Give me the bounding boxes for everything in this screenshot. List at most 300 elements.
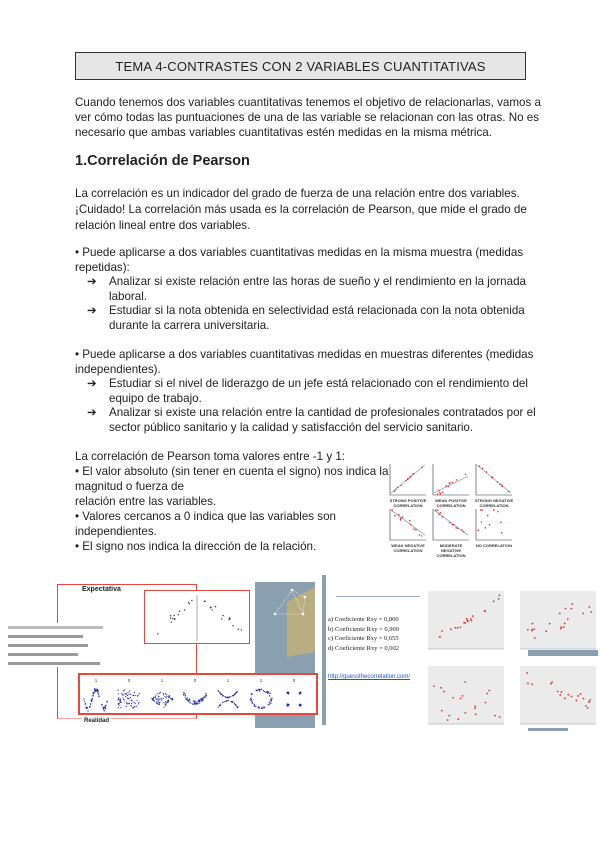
data-point bbox=[87, 710, 88, 711]
coefficient-item: a) Coeficiente Rxy = 0,800 bbox=[328, 616, 399, 623]
data-point bbox=[167, 700, 168, 701]
data-point bbox=[156, 699, 157, 700]
data-point bbox=[421, 535, 423, 537]
text-line: Analizar si existe una relación entre la cantidad de profesionales contratados por el bbox=[109, 406, 536, 419]
data-point bbox=[97, 691, 98, 692]
data-point bbox=[189, 702, 190, 703]
coefficients-figure bbox=[322, 575, 600, 735]
data-point bbox=[153, 697, 154, 698]
data-point bbox=[206, 694, 207, 695]
text-line: ver cómo todas las puntuaciones de una de las variable se relacionan con las otras. No es bbox=[75, 111, 540, 124]
data-point bbox=[391, 509, 393, 511]
data-point bbox=[222, 702, 223, 703]
data-point bbox=[157, 693, 158, 694]
data-point bbox=[212, 609, 213, 610]
expected-scatter-plots bbox=[145, 591, 249, 643]
data-point bbox=[564, 697, 566, 699]
data-point bbox=[138, 702, 139, 703]
data-point bbox=[229, 697, 230, 698]
data-point bbox=[95, 690, 96, 691]
bullet-same-sample bbox=[75, 245, 523, 275]
data-point bbox=[99, 696, 100, 697]
arrow-icon: ➔ bbox=[87, 304, 97, 317]
data-point bbox=[235, 704, 236, 705]
data-point bbox=[259, 708, 260, 709]
data-point bbox=[455, 527, 457, 529]
data-point bbox=[231, 701, 232, 702]
data-point bbox=[159, 693, 160, 694]
data-point bbox=[494, 715, 496, 717]
data-point bbox=[130, 697, 131, 698]
data-point bbox=[93, 695, 94, 696]
data-point bbox=[85, 704, 86, 705]
data-point bbox=[92, 693, 93, 694]
data-point bbox=[471, 620, 473, 622]
data-point bbox=[299, 692, 300, 693]
data-point bbox=[397, 487, 399, 489]
data-point bbox=[189, 700, 190, 701]
pearson-values-paragraph bbox=[75, 449, 388, 554]
data-point bbox=[165, 704, 166, 705]
data-point bbox=[172, 698, 173, 699]
shape-value: 0 bbox=[127, 678, 131, 683]
text-line: • El signo nos indica la dirección de la relación. bbox=[75, 540, 317, 553]
coefficient-item: c) Coeficiente Rxy = 0,655 bbox=[328, 635, 399, 642]
data-point bbox=[165, 701, 166, 702]
text-line: magnitud o fuerza de bbox=[75, 480, 184, 493]
data-point bbox=[270, 699, 271, 700]
caption: NO CORRELATION bbox=[475, 543, 513, 548]
data-point bbox=[489, 524, 491, 526]
guess-correlation-link[interactable]: http://guessthecorrelation.com/ bbox=[328, 674, 411, 680]
data-point bbox=[545, 630, 547, 632]
data-point bbox=[157, 701, 158, 702]
data-point bbox=[127, 695, 128, 696]
data-point bbox=[266, 691, 267, 692]
text-line: Estudiar si el nivel de liderazgo de un jefe está relacionado con el rendimiento del bbox=[109, 377, 528, 390]
shape-value: 1 bbox=[160, 678, 164, 683]
data-point bbox=[526, 672, 528, 674]
data-point bbox=[441, 710, 443, 712]
list-item bbox=[87, 303, 525, 333]
data-point bbox=[118, 707, 119, 708]
data-point bbox=[157, 703, 158, 704]
data-point bbox=[130, 694, 131, 695]
data-point bbox=[438, 513, 440, 515]
data-point bbox=[232, 625, 233, 626]
data-point bbox=[204, 696, 205, 697]
data-point bbox=[220, 705, 221, 706]
data-point bbox=[467, 620, 469, 622]
caption: STRONG POSITIVE CORRELATION bbox=[389, 498, 427, 508]
data-point bbox=[462, 695, 464, 697]
text-line: laboral. bbox=[109, 290, 148, 303]
data-point bbox=[551, 681, 553, 683]
data-point bbox=[269, 704, 270, 705]
data-point bbox=[136, 706, 137, 707]
caption: WEAK NEGATIVE CORRELATION bbox=[391, 543, 425, 553]
data-point bbox=[567, 694, 569, 696]
data-point bbox=[221, 618, 222, 619]
data-point bbox=[492, 477, 494, 479]
trend-line bbox=[477, 465, 511, 493]
data-point bbox=[577, 695, 579, 697]
text-line: • Puede aplicarse a dos variables cuantitativas medidas en la misma muestra (medidas bbox=[75, 246, 524, 259]
data-point bbox=[137, 695, 138, 696]
data-point bbox=[98, 694, 99, 695]
data-point bbox=[499, 483, 501, 485]
data-point bbox=[419, 534, 421, 536]
data-point bbox=[163, 693, 164, 694]
data-point bbox=[409, 476, 411, 478]
text-line: ¡Cuidado! La correlación más usada es la correlación de Pearson, que mide el grado de bbox=[75, 203, 527, 216]
data-point bbox=[166, 694, 167, 695]
data-point bbox=[183, 694, 184, 695]
data-point bbox=[232, 702, 233, 703]
data-point bbox=[135, 695, 136, 696]
data-point bbox=[259, 707, 260, 708]
data-point bbox=[570, 608, 572, 610]
data-point bbox=[269, 702, 270, 703]
data-point bbox=[106, 701, 107, 702]
data-point bbox=[452, 697, 454, 699]
data-point bbox=[184, 609, 185, 610]
data-point bbox=[439, 636, 441, 638]
text-line: La correlación de Pearson toma valores entre -1 y 1: bbox=[75, 450, 346, 463]
data-point bbox=[203, 697, 204, 698]
data-point bbox=[159, 702, 160, 703]
data-point bbox=[421, 467, 423, 469]
expectation-frame bbox=[144, 590, 250, 644]
data-point bbox=[205, 693, 206, 694]
data-point bbox=[189, 698, 190, 699]
data-point bbox=[129, 694, 130, 695]
coefficient-scatter-plots bbox=[422, 588, 600, 733]
data-point bbox=[395, 489, 397, 491]
data-point bbox=[121, 693, 122, 694]
data-point bbox=[457, 528, 459, 530]
data-point bbox=[482, 509, 484, 511]
shape-value: 1 bbox=[94, 678, 98, 683]
data-point bbox=[185, 694, 186, 695]
text-line: Cuando tenemos dos variables cuantitativas tenemos el objetivo de relacionarlas, vamos a bbox=[75, 96, 541, 109]
data-point bbox=[448, 715, 450, 717]
data-point bbox=[119, 698, 120, 699]
data-point bbox=[125, 696, 126, 697]
data-point bbox=[433, 685, 435, 687]
data-point bbox=[218, 707, 219, 708]
data-point bbox=[459, 626, 461, 628]
data-point bbox=[497, 511, 499, 513]
data-point bbox=[127, 703, 128, 704]
data-point bbox=[400, 485, 402, 487]
data-point bbox=[269, 695, 270, 696]
definition-paragraph bbox=[75, 186, 527, 234]
data-point bbox=[264, 706, 265, 707]
data-point bbox=[234, 703, 235, 704]
data-point bbox=[571, 603, 573, 605]
data-point bbox=[269, 700, 270, 701]
data-point bbox=[563, 626, 565, 628]
data-point bbox=[442, 491, 444, 493]
data-point bbox=[118, 698, 119, 699]
data-point bbox=[134, 706, 135, 707]
data-point bbox=[264, 707, 265, 708]
arrow-icon: ➔ bbox=[87, 406, 97, 419]
data-point bbox=[464, 712, 466, 714]
data-point bbox=[534, 637, 536, 639]
data-point bbox=[120, 707, 121, 708]
data-point bbox=[91, 700, 92, 701]
data-point bbox=[187, 699, 188, 700]
data-point bbox=[193, 704, 194, 705]
data-point bbox=[131, 703, 132, 704]
data-point bbox=[288, 693, 289, 694]
data-point bbox=[400, 519, 402, 521]
data-point bbox=[549, 623, 551, 625]
coefficient-item: b) Coeficiente Rxy = 0,900 bbox=[328, 625, 399, 633]
data-point bbox=[236, 706, 237, 707]
data-point bbox=[159, 698, 160, 699]
data-point bbox=[170, 615, 171, 616]
data-point bbox=[219, 692, 220, 693]
data-point bbox=[215, 606, 216, 607]
data-point bbox=[465, 474, 467, 476]
data-point bbox=[165, 705, 166, 706]
divider bbox=[336, 596, 420, 597]
data-point bbox=[496, 481, 498, 483]
data-point bbox=[413, 473, 415, 475]
data-point bbox=[222, 695, 223, 696]
data-point bbox=[171, 622, 172, 623]
text-line: sector público sanitario y la calidad y satisfacción del servicio sanitario. bbox=[109, 421, 474, 434]
data-point bbox=[449, 522, 451, 524]
data-point bbox=[557, 691, 559, 693]
data-point bbox=[210, 607, 211, 608]
arrow-icon: ➔ bbox=[87, 275, 97, 288]
data-point bbox=[575, 700, 577, 702]
data-point bbox=[583, 698, 585, 700]
data-point bbox=[564, 623, 566, 625]
data-point bbox=[482, 468, 484, 470]
data-point bbox=[442, 516, 444, 518]
data-point bbox=[261, 688, 262, 689]
scrollbar bbox=[528, 728, 568, 731]
data-point bbox=[466, 618, 468, 620]
intro-paragraph bbox=[75, 95, 541, 140]
data-point bbox=[398, 514, 400, 516]
data-point bbox=[259, 690, 260, 691]
data-point bbox=[440, 512, 442, 514]
text-line: Estudiar si la nota obtenida en selectividad está relacionada con la nota obtenida bbox=[109, 304, 525, 317]
data-point bbox=[123, 690, 124, 691]
data-point bbox=[501, 532, 503, 534]
reality-frame bbox=[78, 673, 318, 715]
data-point bbox=[435, 509, 437, 511]
data-point bbox=[222, 615, 223, 616]
data-point bbox=[104, 710, 105, 711]
data-point bbox=[126, 693, 127, 694]
data-point bbox=[402, 516, 404, 518]
data-point bbox=[413, 528, 415, 530]
data-point bbox=[449, 482, 451, 484]
data-point bbox=[445, 485, 447, 487]
data-point bbox=[158, 704, 159, 705]
data-point bbox=[567, 618, 569, 620]
data-point bbox=[477, 530, 479, 532]
data-point bbox=[259, 689, 260, 690]
data-point bbox=[155, 696, 156, 697]
data-point bbox=[166, 697, 167, 698]
data-point bbox=[457, 627, 459, 629]
data-point bbox=[241, 629, 242, 630]
data-point bbox=[474, 707, 476, 709]
data-point bbox=[226, 701, 227, 702]
list-item bbox=[87, 274, 526, 304]
data-point bbox=[487, 515, 489, 517]
data-point bbox=[475, 713, 477, 715]
data-point bbox=[189, 603, 190, 604]
data-point bbox=[163, 698, 164, 699]
data-point bbox=[236, 692, 237, 693]
data-point bbox=[571, 696, 573, 698]
data-point bbox=[157, 633, 158, 634]
data-point bbox=[588, 701, 590, 703]
data-point bbox=[101, 704, 102, 705]
data-point bbox=[463, 531, 465, 533]
data-point bbox=[287, 691, 288, 692]
plot-background bbox=[520, 666, 596, 724]
data-point bbox=[560, 628, 562, 630]
data-point bbox=[174, 619, 175, 620]
data-point bbox=[163, 706, 164, 707]
data-point bbox=[580, 693, 582, 695]
axis bbox=[476, 509, 512, 540]
data-point bbox=[199, 700, 200, 701]
data-point bbox=[124, 693, 125, 694]
data-point bbox=[472, 615, 474, 617]
data-point bbox=[86, 708, 87, 709]
data-point bbox=[123, 699, 124, 700]
data-point bbox=[156, 702, 157, 703]
data-point bbox=[199, 702, 200, 703]
data-point bbox=[92, 695, 93, 696]
data-point bbox=[129, 690, 130, 691]
shape-value: 1 bbox=[259, 678, 263, 683]
data-point bbox=[237, 706, 238, 707]
data-point bbox=[488, 690, 490, 692]
data-point bbox=[533, 628, 535, 630]
list-item bbox=[87, 405, 536, 435]
data-point bbox=[155, 697, 156, 698]
shape-value: 0 bbox=[292, 678, 296, 683]
data-point bbox=[493, 509, 495, 511]
data-point bbox=[136, 700, 137, 701]
data-point bbox=[464, 681, 466, 683]
data-point bbox=[261, 708, 262, 709]
data-point bbox=[271, 698, 272, 699]
text-line: Analizar si existe relación entre las horas de sueño y el rendimiento en la jornada bbox=[109, 275, 526, 288]
text-line: • Valores cercanos a 0 indica que las variables son bbox=[75, 510, 336, 523]
text-line: relación entre las variables. bbox=[75, 495, 217, 508]
data-point bbox=[234, 694, 235, 695]
data-point bbox=[155, 694, 156, 695]
data-point bbox=[84, 701, 85, 702]
data-point bbox=[201, 699, 202, 700]
data-point bbox=[227, 696, 228, 697]
data-point bbox=[439, 492, 441, 494]
text-line: La correlación es un indicador del grado de fuerza de una relación entre dos variables. bbox=[75, 187, 520, 200]
data-point bbox=[268, 692, 269, 693]
data-point bbox=[200, 698, 201, 699]
data-point bbox=[105, 705, 106, 706]
data-point bbox=[123, 694, 124, 695]
blurred-caption bbox=[8, 623, 108, 667]
data-point bbox=[195, 701, 196, 702]
data-point bbox=[300, 691, 301, 692]
data-point bbox=[587, 707, 589, 709]
data-point bbox=[590, 611, 592, 613]
expectation-reality-figure bbox=[0, 575, 320, 735]
data-point bbox=[131, 705, 132, 706]
data-point bbox=[172, 618, 173, 619]
data-point bbox=[230, 696, 231, 697]
data-point bbox=[163, 694, 164, 695]
text-line: • El valor absoluto (sin tener en cuenta el signo) nos indica la bbox=[75, 465, 389, 478]
text-line: necesario que ambas variables cuantitativas estén medidas en la misma métrica. bbox=[75, 126, 492, 139]
data-point bbox=[299, 693, 300, 694]
data-point bbox=[457, 718, 459, 720]
data-point bbox=[271, 699, 272, 700]
data-point bbox=[262, 708, 263, 709]
data-point bbox=[195, 703, 196, 704]
data-point bbox=[447, 719, 449, 721]
data-point bbox=[135, 703, 136, 704]
data-point bbox=[117, 690, 118, 691]
data-point bbox=[267, 704, 268, 705]
arrow-icon: ➔ bbox=[87, 377, 97, 390]
data-point bbox=[531, 683, 533, 685]
data-point bbox=[91, 701, 92, 702]
data-point bbox=[94, 691, 95, 692]
data-point bbox=[86, 707, 87, 708]
data-point bbox=[559, 694, 561, 696]
data-point bbox=[83, 698, 84, 699]
data-point bbox=[255, 706, 256, 707]
data-point bbox=[460, 698, 462, 700]
data-point bbox=[238, 629, 239, 630]
data-point bbox=[485, 702, 487, 704]
data-point bbox=[585, 705, 587, 707]
data-point bbox=[202, 698, 203, 699]
data-point bbox=[185, 699, 186, 700]
data-point bbox=[532, 623, 534, 625]
data-point bbox=[288, 704, 289, 705]
data-point bbox=[559, 612, 561, 614]
data-point bbox=[456, 479, 458, 481]
data-point bbox=[170, 617, 171, 618]
data-point bbox=[161, 698, 162, 699]
data-point bbox=[531, 629, 533, 631]
data-point bbox=[196, 703, 197, 704]
data-point bbox=[188, 602, 189, 603]
text-line: durante la carrera universitaria. bbox=[109, 319, 270, 332]
data-point bbox=[588, 606, 590, 608]
data-point bbox=[270, 693, 271, 694]
data-point bbox=[479, 465, 481, 467]
data-point bbox=[179, 610, 180, 611]
data-point bbox=[118, 704, 119, 705]
